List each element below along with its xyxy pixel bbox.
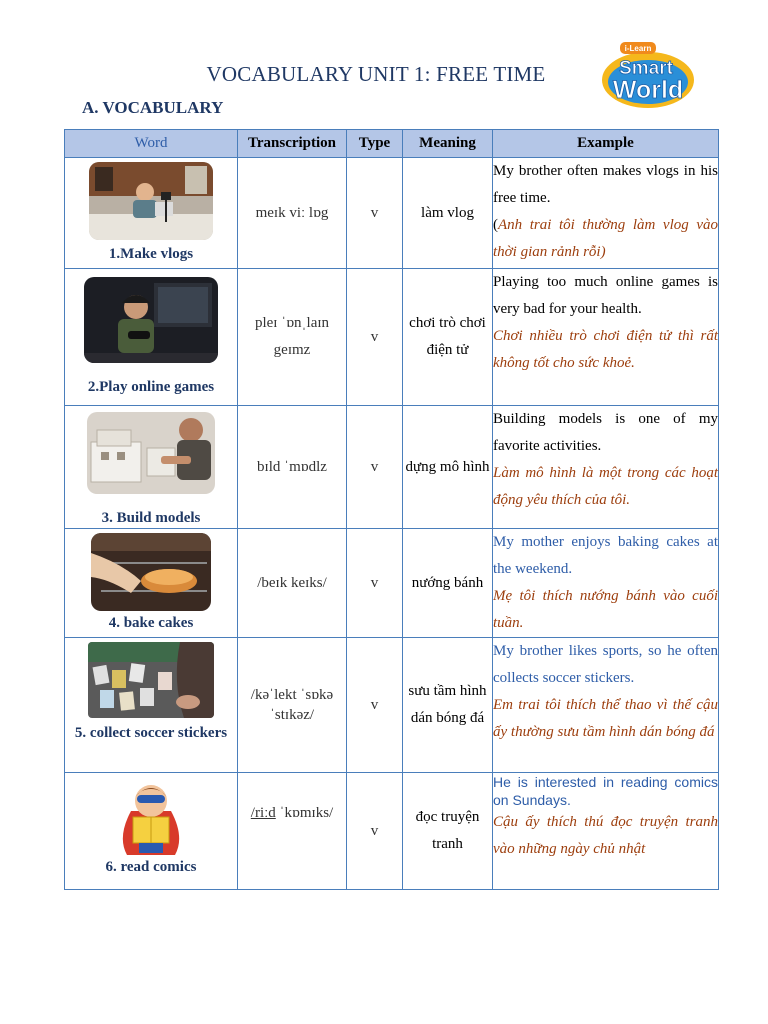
table-row	[65, 773, 719, 890]
meaning-cell: làm vlog	[403, 158, 493, 269]
building-model-icon	[87, 412, 215, 494]
smart-world-logo	[598, 40, 696, 112]
word-label: 5. collect soccer stickers	[74, 725, 228, 741]
type-cell: v	[347, 406, 403, 529]
example-vietnamese-text: Anh trai tôi thường làm vlog vào thời gian rảnh rỗi)	[493, 217, 718, 260]
logo-line-1: Smart	[619, 58, 673, 79]
example-english: Playing too much online games is very bad for your health.	[493, 274, 718, 317]
example-vietnamese: Mẹ tôi thích nướng bánh vào cuối tuần.	[493, 588, 718, 631]
word-cell	[65, 529, 238, 638]
example-vietnamese: Chơi nhiều trò chơi điện tử thì rất không tốt cho sức khoẻ.	[493, 328, 718, 371]
meaning-cell: chơi trò chơi điện tử	[403, 269, 493, 406]
table-row	[65, 269, 719, 406]
transcription-cell: pleɪ ˈɒnˌlaɪn geɪmz	[238, 269, 347, 406]
superhero-reading-comic-icon	[111, 777, 191, 857]
example-english: My mother enjoys baking cakes at the weekend.	[493, 534, 718, 577]
transcription-cell	[238, 773, 347, 890]
type-cell: v	[347, 638, 403, 773]
open-paren: (	[493, 217, 498, 233]
person-playing-games-icon	[84, 277, 218, 363]
word-label: 1.Make vlogs	[108, 246, 194, 262]
type-cell: v	[347, 269, 403, 406]
word-cell	[65, 269, 238, 406]
example-english: My brother often makes vlogs in his free time.	[493, 163, 718, 206]
column-header: Transcription	[238, 130, 347, 158]
transcription-cell: bɪld ˈmɒdlz	[238, 406, 347, 529]
column-header: Example	[493, 130, 719, 158]
example-english: My brother likes sports, so he often collects soccer stickers.	[493, 643, 718, 686]
word-label: 2.Play online games	[87, 379, 215, 395]
logo-small-text: i-Learn	[624, 44, 652, 53]
example-english: Building models is one of my favorite activities.	[493, 411, 718, 454]
table-row	[65, 638, 719, 773]
word-cell	[65, 406, 238, 529]
word-label: 6. read comics	[105, 859, 197, 875]
table-row	[65, 158, 719, 269]
section-heading: A. VOCABULARY	[82, 98, 224, 117]
table-row	[65, 529, 719, 638]
transcription-cell: /beɪk keɪks/	[238, 529, 347, 638]
word-cell	[65, 773, 238, 890]
meaning-cell: sưu tầm hình dán bóng đá	[403, 638, 493, 773]
example-cell	[493, 529, 719, 638]
soccer-stickers-icon	[88, 642, 214, 718]
type-cell: v	[347, 773, 403, 890]
transcription-rest: ˈkɒmɪks/	[275, 805, 334, 821]
example-vietnamese: Em trai tôi thích thể thao vì thế cậu ấy thường sưu tầm hình dán bóng đá	[493, 697, 718, 740]
column-header: Type	[347, 130, 403, 158]
example-vietnamese: Làm mô hình là một trong các hoạt động yêu thích của tôi.	[493, 465, 718, 508]
transcription-underlined: /riːd	[250, 805, 276, 821]
example-cell	[493, 638, 719, 773]
word-cell	[65, 158, 238, 269]
example-cell	[493, 773, 719, 890]
page-title: VOCABULARY UNIT 1: FREE TIME	[206, 62, 546, 86]
meaning-cell: dựng mô hình	[403, 406, 493, 529]
logo-line-2: World	[612, 76, 684, 104]
table-header-row	[65, 130, 719, 158]
word-label: 4. bake cakes	[108, 615, 194, 631]
meaning-cell: nướng bánh	[403, 529, 493, 638]
column-header: Word	[65, 130, 238, 158]
example-vietnamese: Cậu ấy thích thú đọc truyện tranh vào những ngày chủ nhật	[493, 814, 718, 857]
type-cell: v	[347, 529, 403, 638]
person-recording-vlog-icon	[89, 162, 213, 240]
transcription-cell: /kəˈlekt ˈsɒkə ˈstɪkəz/	[238, 638, 347, 773]
word-cell	[65, 638, 238, 773]
table-row	[65, 406, 719, 529]
column-header: Meaning	[403, 130, 493, 158]
example-vietnamese	[493, 212, 718, 266]
vocabulary-table	[64, 129, 719, 890]
example-cell	[493, 269, 719, 406]
example-cell	[493, 158, 719, 269]
word-label: 3. Build models	[101, 510, 201, 526]
baking-cake-oven-icon	[91, 533, 211, 611]
meaning-cell: đọc truyện tranh	[403, 773, 493, 890]
example-cell	[493, 406, 719, 529]
type-cell: v	[347, 158, 403, 269]
example-english: He is interested in reading comics on Sundays.	[493, 774, 718, 808]
transcription-cell: meɪk viː lɒg	[238, 158, 347, 269]
